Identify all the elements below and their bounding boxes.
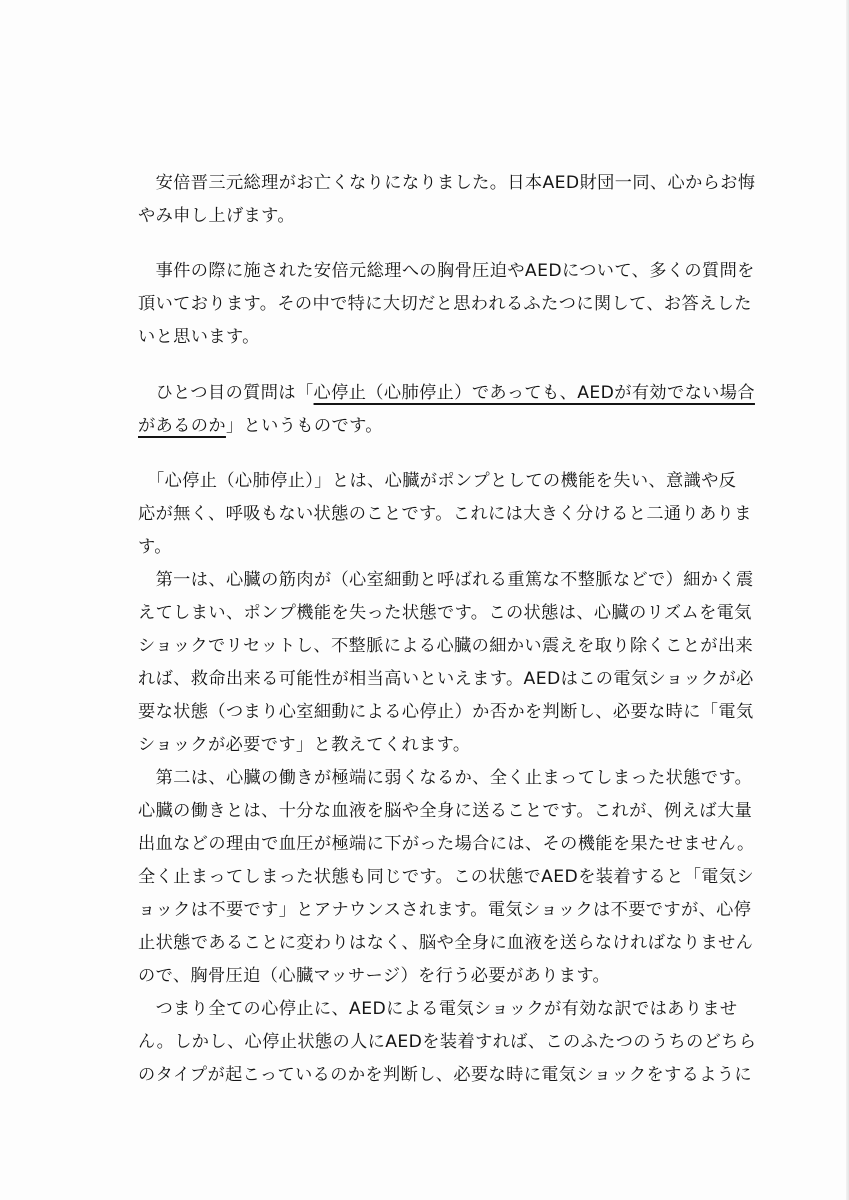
underlined-question: 心停止（心肺停止）であっても、AEDが有効でない場合 (313, 383, 755, 403)
text-line: ひとつ目の質問は「 (138, 383, 314, 403)
paragraph-line (138, 862, 754, 892)
text-line: つまり全ての心停止に、AEDによる電気ショックが有効な訳ではありませ (138, 999, 738, 1019)
text-line: す。 (138, 537, 172, 557)
paragraph-line (138, 256, 755, 286)
text-line: のタイプが起こっているのかを判断し、必要な時に電気ショックをするように (138, 1065, 753, 1085)
text-line: 第二は、心臓の働きが極端に弱くなるか、全く止まってしまった状態です。 (138, 768, 753, 788)
text-line: 出血などの理由で血圧が極端に下がった場合には、その機能を果たせません。 (138, 834, 755, 854)
text-line: 止状態であることに変わりはなく、脳や全身に血液を送らなければなりません (138, 933, 754, 953)
text-line: やみ申し上げます。 (138, 206, 295, 226)
text-line: 安倍晋三元総理がお亡くなりになりました。日本AED財団一同、心からお悔 (138, 173, 756, 193)
paragraph-line (138, 499, 752, 529)
text-line: いと思います。 (138, 327, 260, 347)
text-line: ョックは不要です」とアナウンスされます。電気ショックは不要ですが、心停 (138, 900, 752, 920)
text-line: 心臓の働きとは、十分な血液を脳や全身に送ることです。これが、例えば大量 (138, 801, 753, 821)
text-line: ショックが必要です」と教えてくれます。 (138, 735, 471, 755)
paragraph-line (138, 763, 752, 793)
paragraph-line (138, 201, 295, 231)
paragraph-line (138, 411, 383, 441)
text-line: 要な状態（つまり心室細動による心停止）か否かを判断し、必要な時に「電気 (138, 702, 754, 722)
text-line: 応が無く、呼吸もない状態のことです。これには大きく分けると二通りありま (138, 504, 752, 524)
paragraph-line (138, 378, 755, 408)
paragraph-line (138, 730, 470, 760)
paragraph-line (138, 1027, 756, 1057)
paragraph-line (138, 664, 754, 694)
paragraph-line (138, 928, 753, 958)
text-line: ので、胸骨圧迫（心臓マッサージ）を行う必要があります。 (138, 966, 611, 986)
text-line: 」というものです。 (225, 416, 383, 436)
paragraph-line (138, 829, 755, 859)
paragraph-line (138, 994, 738, 1024)
text-line: ん。しかし、心停止状態の人にAEDを装着すれば、このふたつのうちのどちら (138, 1032, 757, 1052)
text-line: 「心停止（心肺停止）」とは、心臓がポンプとしての機能を失い、意識や反 (138, 471, 737, 491)
paragraph-line (138, 532, 172, 562)
text-line: 事件の際に施された安倍元総理への胸骨圧迫やAEDについて、多くの質問を (138, 261, 755, 281)
text-line: 頂いております。その中で特に大切だと思われるふたつに関して、お答えした (138, 294, 752, 314)
paragraph-line (138, 168, 755, 198)
paragraph-line (138, 565, 754, 595)
paragraph-line (138, 289, 752, 319)
text-line: えてしまい、ポンプ機能を失った状態です。この状態は、心臓のリズムを電気 (138, 603, 752, 623)
text-line: ショックでリセットし、不整脈による心臓の細かい震えを取り除くことが出来 (138, 636, 754, 656)
paragraph-line (138, 466, 736, 496)
underlined-question: があるのか (138, 416, 226, 436)
paragraph-line (138, 322, 260, 352)
paragraph-line (138, 1060, 752, 1090)
text-line: 全く止まってしまった状態も同じです。この状態でAEDを装着すると「電気シ (138, 867, 755, 887)
paragraph-line (138, 796, 752, 826)
paragraph-line (138, 895, 751, 925)
text-line: れば、救命出来る可能性が相当高いといえます。AEDはこの電気ショックが必 (138, 669, 754, 689)
text-line: 第一は、心臓の筋肉が（心室細動と呼ばれる重篤な不整脈などで）細かく震 (138, 570, 754, 590)
paragraph-line (138, 697, 754, 727)
paragraph-line (138, 961, 610, 991)
paragraph-line (138, 598, 752, 628)
paragraph-line (138, 631, 753, 661)
